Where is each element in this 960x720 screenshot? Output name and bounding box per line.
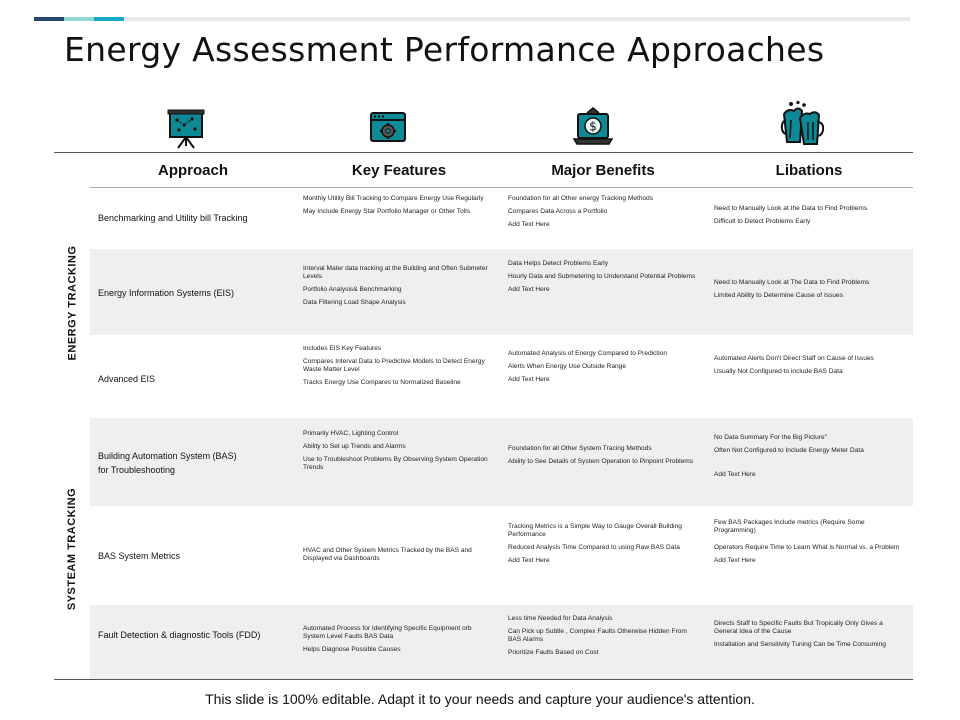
table-row	[90, 335, 913, 418]
libation-item: Directs Staff to Specific Faults But Tropically Only Gives a General Idea of the Cause	[714, 620, 883, 635]
feature-item: May Include Energy Star Portfolio Manager or Other Tolls	[303, 208, 470, 215]
header-key-features: Key Features	[351, 162, 447, 179]
row-libations	[714, 519, 906, 570]
libation-item: Add Text Here	[714, 471, 756, 478]
svg-text:$: $	[589, 119, 597, 134]
libation-item: Difficult to Detect Problems Early	[714, 218, 811, 225]
feature-item: Includes EIS Key Features	[303, 345, 382, 352]
libation-item: Need to Manually Look at The Data to Find Problems	[714, 279, 870, 286]
category-energy-tracking	[54, 188, 90, 418]
accent-segment-navy	[34, 17, 64, 21]
feature-item: Interval Mater data tracking at the Building and Often Submeter Levels	[303, 265, 488, 280]
row-benefits	[508, 523, 698, 570]
row-libations	[714, 279, 906, 305]
libation-item: Automated Alerts Don't Direct Staff on Cause of Issues	[714, 355, 874, 362]
libation-item: Need to Manually Look at the Data to Find Problems	[714, 205, 868, 212]
feature-item: Monthly Utility Bill Tracking to Compare Energy Use Regularly	[303, 195, 484, 202]
table-top-rule	[54, 152, 913, 153]
row-libations	[714, 355, 906, 381]
accent-segment-mint	[64, 17, 94, 21]
row-benefits	[508, 195, 698, 234]
feature-item: Compares Interval Data to Predictive Models to Detect Energy Waste Matter Level	[303, 358, 485, 373]
benefit-item: Add Text Here	[508, 557, 550, 564]
header-approach: Approach	[157, 162, 228, 179]
row-approach: Benchmarking and Utility bill Tracking	[98, 213, 248, 223]
row-features	[303, 625, 493, 659]
row-approach: Fault Detection & diagnostic Tools (FDD)	[98, 630, 261, 640]
benefit-item: Prioritize Faults Based on Cost	[508, 649, 599, 656]
benefit-item: Add Text Here	[508, 221, 550, 228]
benefit-item: Can Pick up Subtle , Complex Faults Otherwise Hidden From BAS Alarms	[508, 628, 687, 643]
feature-item: Data Filtering Load Shape Analysis	[303, 299, 406, 306]
benefit-item: Tracking Metrics is a Simple Way to Gauge Overall Building Performance	[508, 523, 682, 538]
benefit-item: Automated Analysis of Energy Compared to Prediction	[508, 350, 668, 357]
table-row	[90, 605, 913, 679]
top-accent-bar	[34, 17, 910, 21]
feature-item: Ability to Set up Trends and Alarms	[303, 443, 406, 450]
row-approach: Building Automation System (BAS) for Troubleshooting	[98, 451, 237, 475]
benefit-item: Reduced Analysis Time Compared to using Raw BAS Data	[508, 544, 680, 551]
benefit-item: Add Text Here	[508, 286, 550, 293]
feature-item: Primarily HVAC, Lighting Control	[303, 430, 399, 437]
presentation-board-icon	[162, 104, 210, 152]
row-features	[303, 547, 493, 568]
header-libations: Libations	[775, 162, 843, 179]
row-features	[303, 430, 493, 477]
feature-item: Helps Diagnose Possible Causes	[303, 646, 401, 653]
header-major-benefits: Major Benefits	[551, 162, 655, 179]
table-bottom-rule	[54, 679, 913, 680]
feature-item: Automated Process for Identifying Specific Equipment orb System Level Faults BAS Data	[303, 625, 472, 640]
benefit-item: Ability to See Details of System Operation to Pinpoint Problems	[508, 458, 694, 465]
feature-item: Use to Troubleshoot Problems By Observing System Operation Trends	[303, 456, 488, 471]
row-features	[303, 345, 493, 392]
benefit-item: Foundation for all Other energy Tracking Methods	[508, 195, 654, 202]
libation-item: Installation and Sensitivity Tuning Can be Time Consuming	[714, 641, 886, 648]
libation-item: Few BAS Packages Include metrics (Require Some Programming)	[714, 519, 865, 534]
table-row	[90, 418, 913, 506]
libation-item: Operators Require Time to Learn What is Normal vs. a Problem	[714, 544, 900, 551]
row-libations	[714, 205, 906, 231]
feature-item: Portfolio Analysis& Benchmarking	[303, 286, 402, 293]
row-benefits	[508, 445, 698, 471]
libation-item: Add Text Here	[714, 557, 756, 564]
category-system-tracking	[54, 418, 90, 679]
page-title: Energy Assessment Performance Approaches	[64, 30, 825, 69]
row-benefits	[508, 615, 698, 662]
category-energy-label: ENERGY TRACKING	[66, 245, 78, 361]
libation-item: Limited Ability to Determine Cause of Issues	[714, 292, 844, 299]
benefit-item: Foundation for all Other System Tracing Methods	[508, 445, 652, 452]
benefit-item: Compares Data Across a Portfolio	[508, 208, 608, 215]
row-libations	[714, 620, 906, 654]
row-approach: Energy Information Systems (EIS)	[98, 288, 235, 298]
row-approach: Advanced EIS	[98, 374, 156, 384]
browser-settings-icon	[364, 104, 412, 152]
row-libations	[714, 434, 906, 484]
benefit-item: Alerts When Energy Use Outside Range	[508, 363, 627, 370]
benefit-item: Less time Needed for Data Analysis	[508, 615, 613, 622]
benefit-item: Data Helps Detect Problems Early	[508, 260, 609, 267]
row-benefits	[508, 350, 698, 389]
table-row	[90, 506, 913, 605]
libation-item: Usually Not Configured to include BAS Data	[714, 368, 843, 375]
row-features	[303, 195, 493, 221]
libation-item: No Data Summary For the Big Picture"	[714, 434, 828, 441]
table-row	[90, 188, 913, 249]
beer-mugs-icon	[778, 100, 826, 148]
benefit-item: Hourly Data and Submetering to Understand Potential Problems	[508, 273, 696, 280]
feature-item: Tracks Energy Use Compares to Normalized Baseline	[303, 379, 461, 386]
row-benefits	[508, 260, 698, 299]
footer-note: This slide is 100% editable. Adapt it to your needs and capture your audience's attention.	[205, 691, 755, 707]
laptop-dollar-icon	[569, 104, 617, 152]
category-system-label: SYSTEAM TRACKING	[66, 487, 78, 610]
feature-item: HVAC and Other System Metrics Tracked by the BAS and Displayed via Dashboards	[303, 547, 472, 562]
table-row	[90, 249, 913, 335]
benefit-item: Add Text Here	[508, 376, 550, 383]
accent-segment-teal	[94, 17, 124, 21]
row-approach: BAS System Metrics	[98, 551, 181, 561]
libation-item: Often Not Configured to Include Energy Meter Data	[714, 447, 864, 454]
row-features	[303, 265, 493, 312]
